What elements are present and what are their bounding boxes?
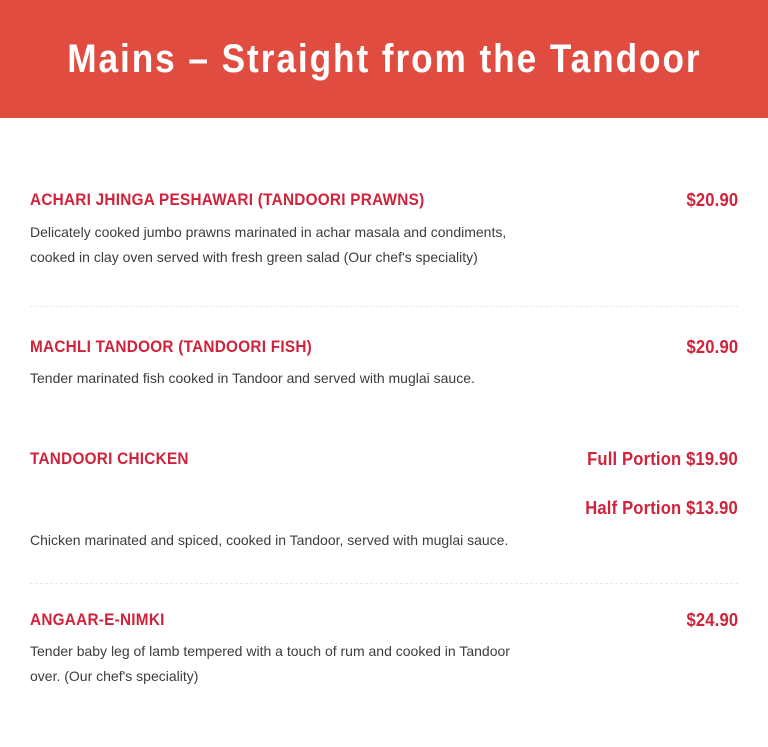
menu-item-description: Delicately cooked jumbo prawns marinated in achar masala and condiments, cooked in clay oven served with fresh green salad (Our chef's speciality) (30, 223, 507, 265)
menu-item[interactable] (30, 449, 738, 552)
menu-item-price-half: Half Portion $13.90 (585, 498, 738, 519)
menu-item-name: ANGAAR-E-NIMKI (30, 609, 165, 629)
menu-item-header (30, 337, 738, 358)
menu-item-price-group (682, 190, 738, 211)
menu-item-description: Tender marinated fish cooked in Tandoor and served with muglai sauce. (30, 370, 475, 387)
spacer (30, 391, 738, 449)
menu-item-header (30, 610, 738, 631)
menu-item-description: Chicken marinated and spiced, cooked in Tandoor, served with muglai sauce. (30, 531, 509, 548)
menu-item-price-group (682, 337, 738, 358)
spacer (30, 584, 738, 610)
spacer (30, 553, 738, 583)
menu-item-price: $20.90 (686, 336, 738, 357)
menu-item-header (30, 449, 738, 518)
menu-item-price-group (572, 449, 738, 518)
menu-item[interactable] (30, 337, 738, 392)
menu-item-name: MACHLI TANDOOR (TANDOORI FISH) (30, 336, 313, 356)
menu-item-description: Tender baby leg of lamb tempered with a touch of rum and cooked in Tandoor over. (Our chef's speciality) (30, 643, 510, 685)
spacer (30, 270, 738, 306)
menu-list (0, 118, 768, 689)
section-header-banner (0, 0, 768, 118)
menu-item-price: $24.90 (686, 609, 738, 630)
menu-item-price-group (682, 610, 738, 631)
page-title: Mains – Straight from the Tandoor (66, 37, 702, 81)
menu-item-price: $20.90 (686, 190, 738, 210)
menu-item[interactable] (30, 190, 738, 270)
menu-item-name: ACHARI JHINGA PESHAWARI (TANDOORI PRAWNS) (30, 190, 425, 209)
menu-item-price-full: Full Portion $19.90 (587, 449, 738, 470)
menu-item-name: TANDOORI CHICKEN (30, 449, 189, 469)
spacer (30, 307, 738, 337)
menu-item-header (30, 190, 738, 211)
menu-item[interactable] (30, 610, 738, 690)
